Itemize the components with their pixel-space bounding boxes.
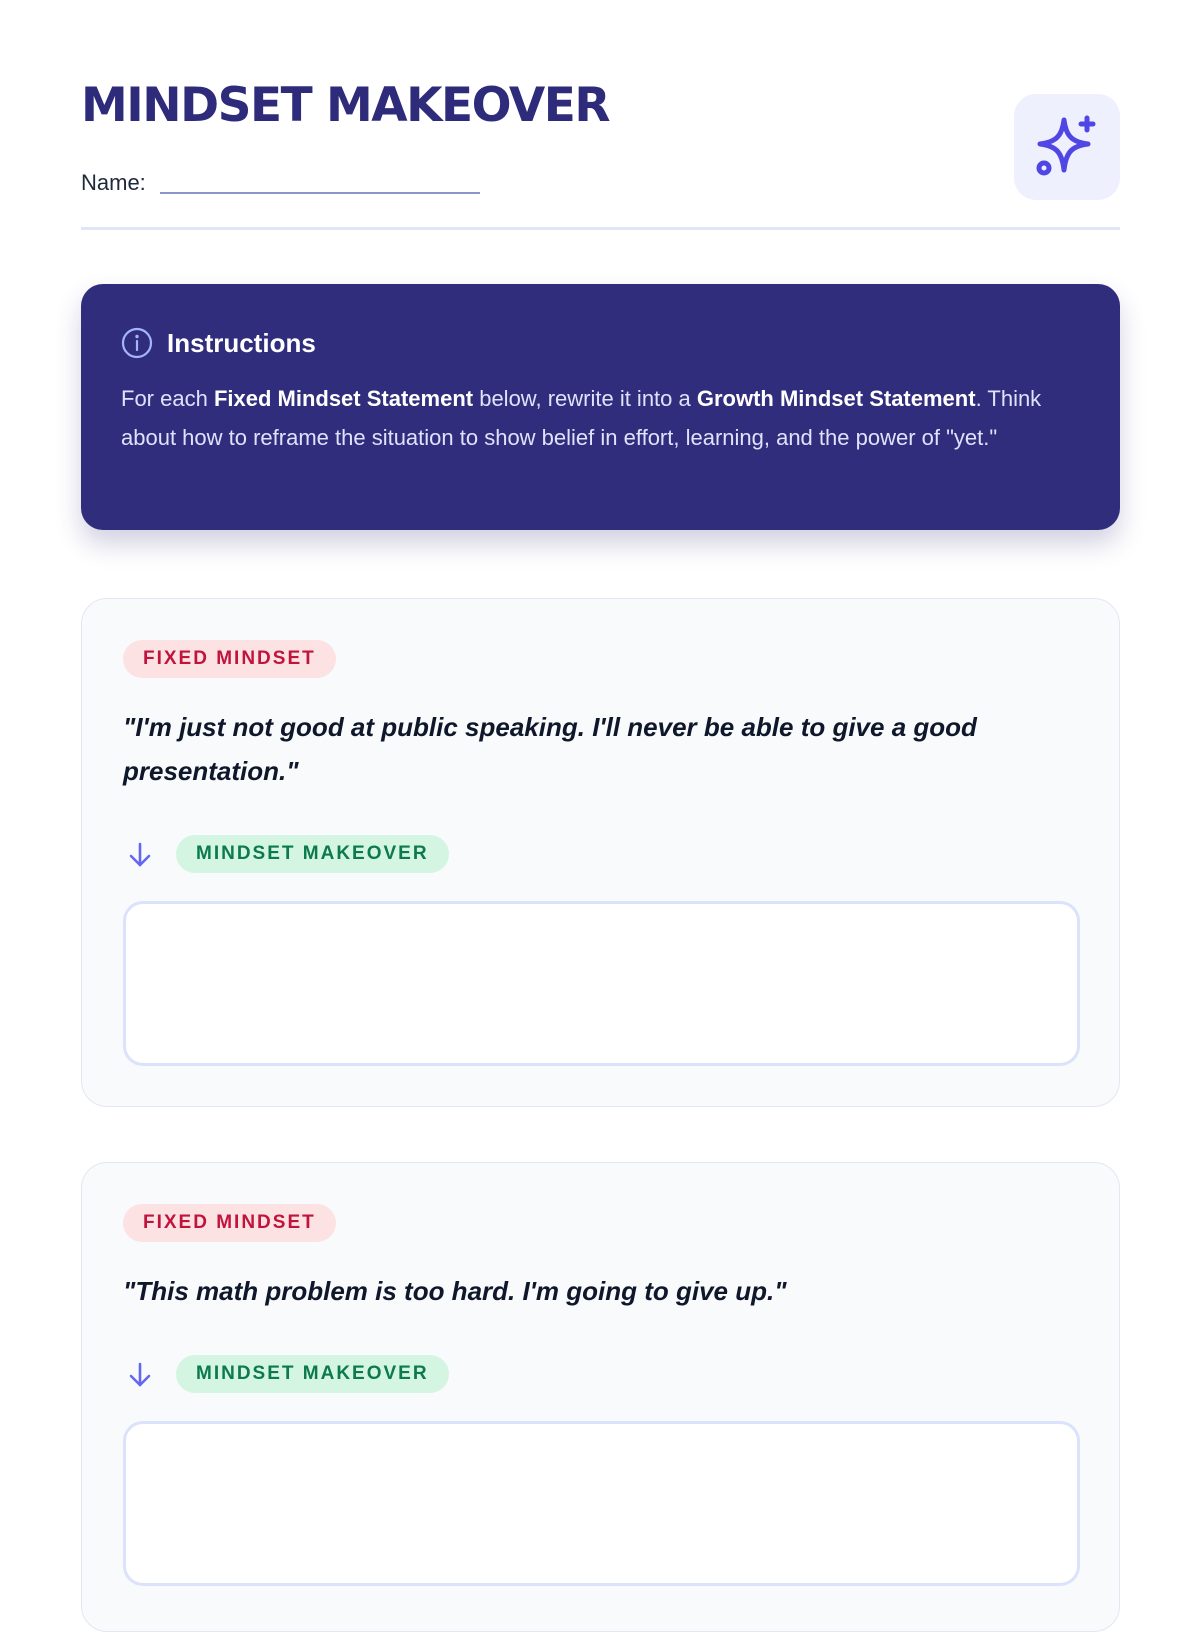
name-row bbox=[81, 170, 480, 196]
info-icon bbox=[121, 327, 153, 359]
instructions-text-part: below, rewrite it into a bbox=[473, 386, 697, 411]
instructions-panel bbox=[81, 284, 1120, 530]
instructions-text-part: For each bbox=[121, 386, 214, 411]
logo-badge bbox=[1014, 94, 1120, 200]
name-label: Name: bbox=[81, 170, 146, 195]
mindset-makeover-badge: MINDSET MAKEOVER bbox=[176, 1355, 449, 1393]
worksheet-header bbox=[81, 0, 1120, 230]
statement-card bbox=[81, 1162, 1120, 1632]
growth-answer-input[interactable] bbox=[123, 901, 1080, 1066]
instructions-bold-fixed: Fixed Mindset Statement bbox=[213, 386, 474, 411]
fixed-statement: "I'm just not good at public speaking. I'll never be able to give a good presentation." bbox=[123, 712, 977, 786]
instructions-heading bbox=[121, 327, 316, 359]
mindset-makeover-badge: MINDSET MAKEOVER bbox=[176, 835, 449, 873]
worksheet-page bbox=[81, 0, 1120, 1384]
statement-card bbox=[81, 598, 1120, 1107]
fixed-mindset-badge: FIXED MINDSET bbox=[123, 1204, 336, 1242]
name-field[interactable] bbox=[160, 192, 480, 194]
growth-answer-input[interactable] bbox=[123, 1421, 1080, 1586]
instructions-text bbox=[121, 379, 1081, 457]
arrow-down-icon bbox=[126, 1361, 154, 1389]
instructions-text-part: . Think about how to reframe the situation to show belief in effort, learning, and the power of "yet." bbox=[121, 386, 1042, 450]
arrow-down-icon bbox=[126, 841, 154, 869]
instructions-bold-growth: Growth Mindset Statement bbox=[696, 386, 976, 411]
fixed-mindset-badge: FIXED MINDSET bbox=[123, 640, 336, 678]
instructions-title: Instructions bbox=[167, 327, 316, 358]
sparkles-icon bbox=[1034, 114, 1100, 180]
page-title: MINDSET MAKEOVER bbox=[81, 78, 610, 133]
fixed-statement: "This math problem is too hard. I'm going to give up." bbox=[123, 1276, 787, 1306]
